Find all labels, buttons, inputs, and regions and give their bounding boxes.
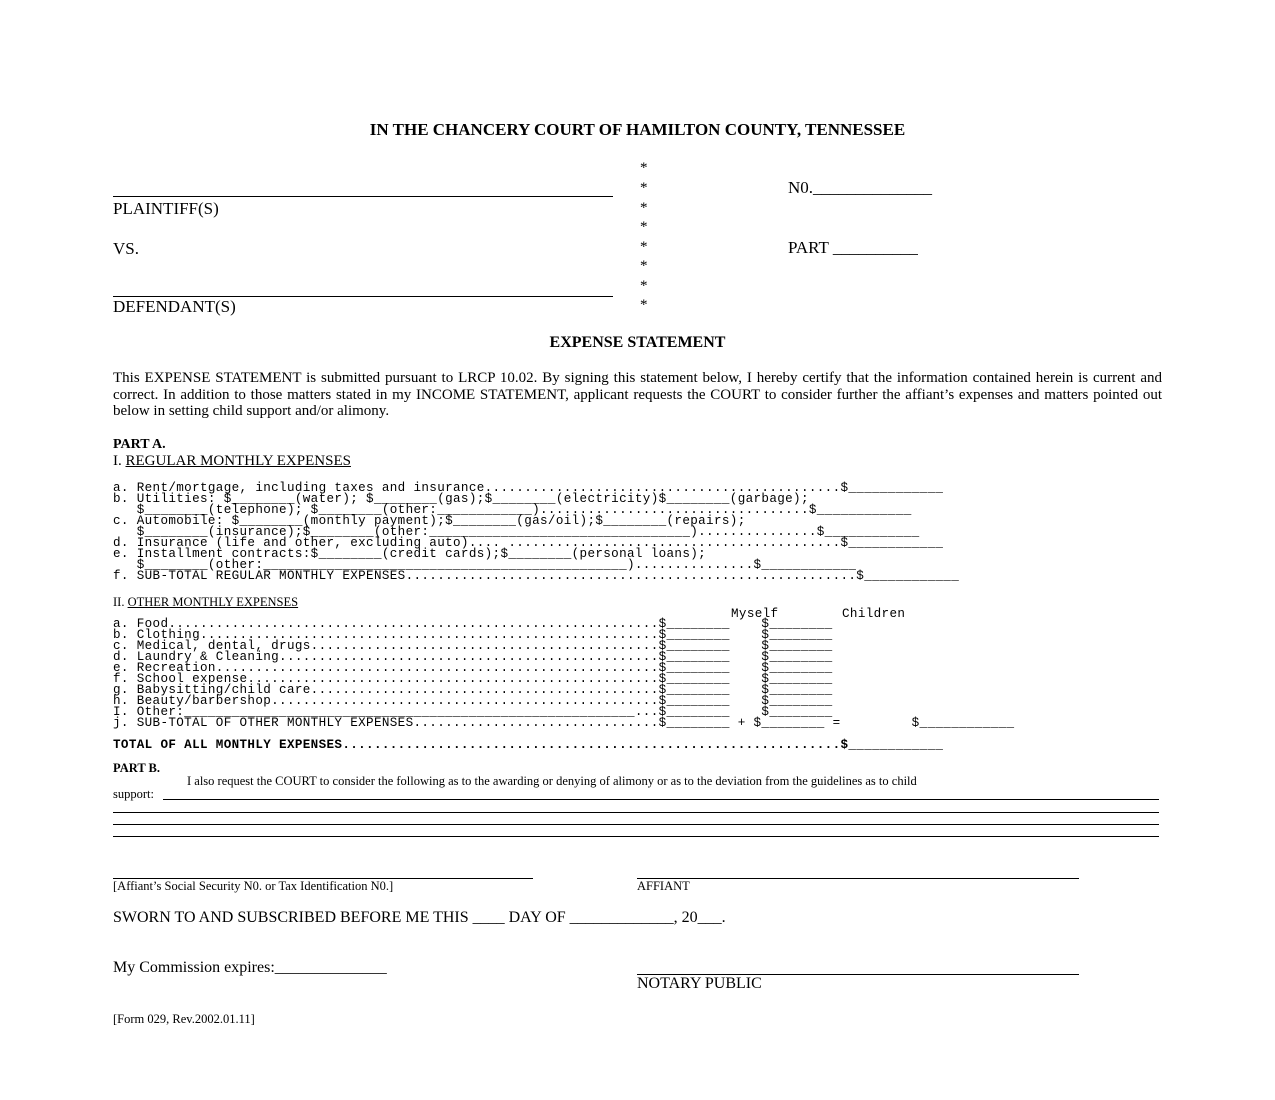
support-answer-line[interactable] (163, 799, 1159, 800)
expense-line-automobile-cont[interactable]: $________(insurance);$________(other:_________________________________)...............$____________ (113, 525, 920, 539)
total-monthly-expenses[interactable]: TOTAL OF ALL MONTHLY EXPENSES...............................................................$____________ (113, 738, 944, 752)
form-id: [Form 029, Rev.2002.01.11] (113, 1012, 255, 1026)
section-i-prefix: I. (113, 453, 126, 469)
column-header-children: Children (842, 607, 906, 621)
affiant-signature-line[interactable] (637, 878, 1079, 879)
notary-public-label: NOTARY PUBLIC (637, 975, 762, 992)
other-expense-subtotal[interactable]: j. SUB-TOTAL OF OTHER MONTHLY EXPENSES...............................$________ + $________ = $____________ (113, 716, 1015, 730)
ssn-label: [Affiant’s Social Security N0. or Tax Identification N0.] (113, 879, 394, 893)
caption-star: * (640, 219, 648, 235)
vs-label: VS. (113, 239, 139, 258)
statement-title: EXPENSE STATEMENT (549, 334, 726, 351)
section-i-title (113, 453, 351, 470)
expense-line-insurance[interactable]: d. Insurance (life and other, excluding auto).... ..........................................$____________ (113, 536, 944, 550)
expense-line-utilities-cont[interactable]: $________(telephone); $________(other:____________)..................................$____________ (113, 503, 912, 517)
support-answer-line[interactable] (113, 836, 1159, 837)
intro-paragraph: This EXPENSE STATEMENT is submitted pursuant to LRCP 10.02. By signing this statement below, I hereby certify that the information contained herein is current and correct. In addition to those matters stated in my INCOME STATEMENT, applicant requests the COURT to consider further the affiant’s expenses and matters pointed out below in setting child support and/or alimony. (113, 370, 1162, 420)
caption-star: * (640, 200, 648, 216)
expense-line-automobile[interactable]: c. Automobile: $________(monthly payment);$________(gas/oil);$________(repairs); (113, 514, 746, 528)
expense-line-subtotal-regular[interactable]: f. SUB-TOTAL REGULAR MONTHLY EXPENSES.........................................................$____________ (113, 569, 960, 583)
caption-star: * (640, 180, 648, 196)
expense-line-rent[interactable]: a. Rent/mortgage, including taxes and insurance.............................................$____________ (113, 481, 944, 495)
part-field[interactable]: PART __________ (788, 238, 918, 257)
plaintiff-label: PLAINTIFF(S) (113, 199, 219, 218)
support-label: support: (113, 787, 154, 801)
plaintiff-name-line[interactable] (113, 196, 613, 197)
other-expense-babysitting[interactable]: g. Babysitting/child care............................................$________ $________ (113, 683, 833, 697)
other-expense-recreation[interactable]: e. Recreation........................................................$________ $________ (113, 661, 833, 675)
part-b-request-text: I also request the COURT to consider the following as to the awarding or denying of alimony or as to the deviation from the guidelines as to child (187, 774, 917, 788)
court-title: IN THE CHANCERY COURT OF HAMILTON COUNTY, TENNESSEE (369, 120, 906, 139)
part-a-title: PART A. (113, 437, 166, 452)
other-expense-food[interactable]: a. Food..............................................................$________ $________ (113, 617, 833, 631)
expense-line-installment-cont[interactable]: $________(other:______________________________________________)...............$____________ (113, 558, 857, 572)
section-ii-prefix: II. (113, 595, 128, 609)
other-expense-laundry[interactable]: d. Laundry & Cleaning................................................$________ $________ (113, 650, 833, 664)
section-ii-title-text: OTHER MONTHLY EXPENSES (127, 595, 299, 609)
other-expense-beauty[interactable]: h. Beauty/barbershop.................................................$________ $________ (113, 694, 833, 708)
column-header-myself: Myself (731, 607, 779, 621)
section-i-title-text: REGULAR MONTHLY EXPENSES (125, 453, 351, 469)
defendant-label: DEFENDANT(S) (113, 297, 236, 316)
other-expense-other[interactable]: I. Other:_________________________________________________________...$________ $________ (113, 705, 833, 719)
case-number-field[interactable]: N0.______________ (788, 178, 933, 197)
support-answer-line[interactable] (113, 824, 1159, 825)
expense-line-installment[interactable]: e. Installment contracts:$________(credit cards);$________(personal loans); (113, 547, 707, 561)
other-expense-clothing[interactable]: b. Clothing..........................................................$________ $________ (113, 628, 833, 642)
caption-star: * (640, 239, 648, 255)
section-ii-title (113, 595, 298, 610)
part-b-title: PART B. (113, 761, 161, 775)
sworn-statement[interactable]: SWORN TO AND SUBSCRIBED BEFORE ME THIS ____ DAY OF _____________, 20___. (113, 909, 726, 926)
caption-star: * (640, 160, 648, 176)
caption-star: * (640, 297, 648, 313)
caption-star: * (640, 278, 648, 294)
other-expense-medical[interactable]: c. Medical, dental, drugs............................................$________ $________ (113, 639, 833, 653)
affiant-label: AFFIANT (637, 879, 690, 893)
commission-expires-field[interactable]: My Commission expires:______________ (113, 959, 387, 976)
expense-line-utilities[interactable]: b. Utilities: $________(water); $________(gas);$________(electricity)$________(garbage); (113, 492, 809, 506)
support-answer-line[interactable] (113, 812, 1159, 813)
other-expense-school[interactable]: f. School expense....................................................$________ $________ (113, 672, 833, 686)
caption-star: * (640, 258, 648, 274)
